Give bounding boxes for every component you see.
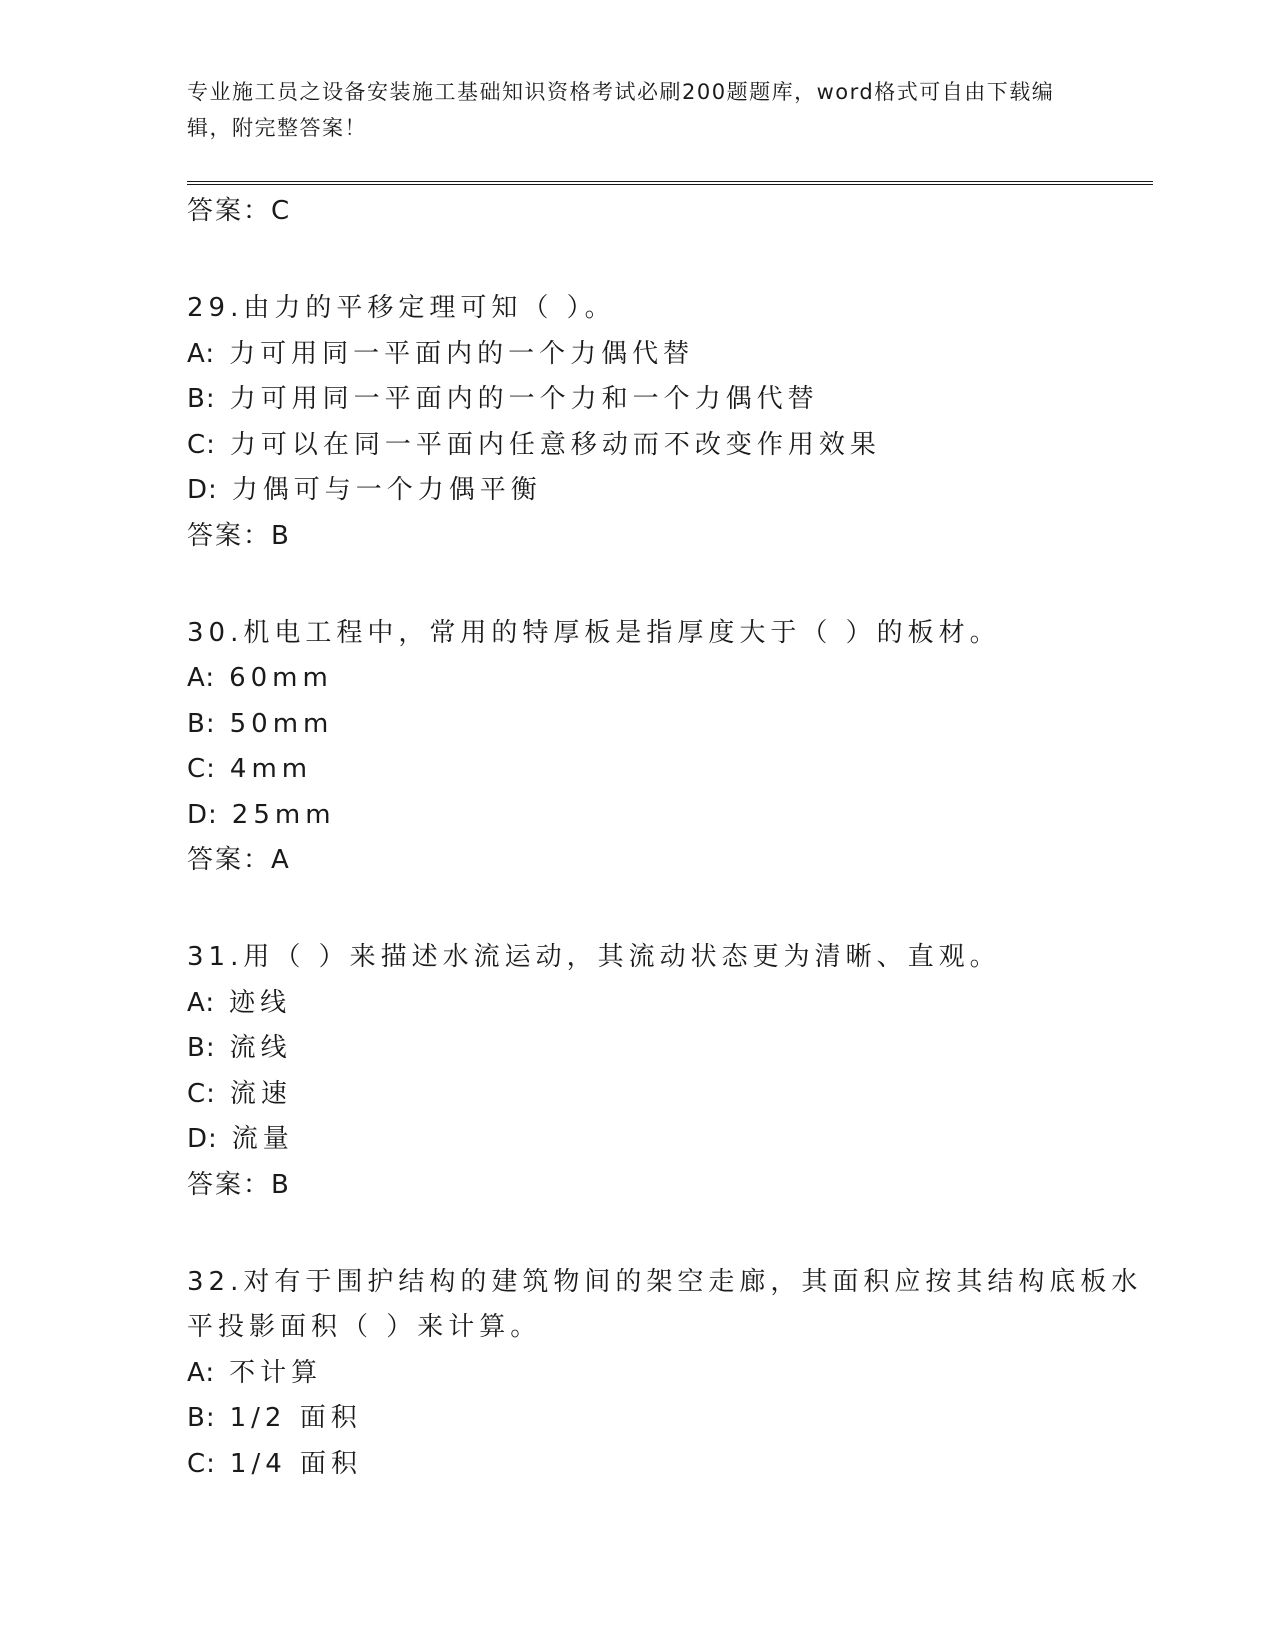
option-key: D: (187, 475, 218, 505)
option-line (187, 1072, 1157, 1118)
option-key: A: (187, 338, 216, 369)
option-text: 流线 (229, 1033, 292, 1063)
option-line (187, 1117, 1157, 1163)
option-key: C: (187, 429, 216, 460)
option-text: 不计算 (229, 1357, 323, 1388)
question-text: 31.用（ ）来描述水流运动，其流动状态更为清晰、直观。 (187, 942, 1001, 972)
option-line (187, 702, 1157, 748)
answer-line: 答案：B (187, 1169, 291, 1200)
option-key: D: (187, 1124, 218, 1154)
option-key: C: (187, 1078, 216, 1109)
question-text: 30.机电工程中，常用的特厚板是指厚度大于（ ）的板材。 (187, 617, 1001, 648)
option-line (187, 468, 1157, 514)
option-line (187, 656, 1157, 702)
document-header: 专业施工员之设备安装施工基础知识资格考试必刷200题题库，word格式可自由下载编辑，附完整答案！ (187, 80, 1055, 140)
question-block (187, 1260, 1157, 1488)
option-text: 力偶可与一个力偶平衡 (231, 475, 542, 505)
answer-line: 答案：A (187, 845, 291, 875)
answer-line: 答案：C (187, 196, 292, 226)
option-text: 流速 (229, 1078, 292, 1109)
option-text: 1/4 面积 (229, 1448, 363, 1479)
option-key: B: (187, 1403, 216, 1433)
option-line (187, 1396, 1157, 1442)
option-text: 1/2 面积 (229, 1403, 362, 1433)
question-block (187, 611, 1157, 884)
option-text: 力可用同一平面内的一个力和一个力偶代替 (229, 384, 819, 414)
option-line (187, 423, 1157, 469)
option-line (187, 747, 1157, 793)
option-text: 4mm (229, 754, 313, 784)
option-key: B: (187, 384, 216, 414)
option-text: 流量 (231, 1124, 294, 1154)
option-text: 力可用同一平面内的一个力偶代替 (229, 338, 695, 369)
option-key: B: (187, 708, 216, 739)
question-list (187, 286, 1157, 1487)
option-line (187, 332, 1157, 378)
option-text: 60mm (229, 663, 333, 693)
option-text: 50mm (229, 708, 334, 739)
question-text: 29.由力的平移定理可知（ ）。 (187, 293, 616, 323)
option-key: A: (187, 663, 216, 693)
option-text: 力可以在同一平面内任意移动而不改变作用效果 (229, 429, 881, 460)
option-text: 25mm (231, 799, 336, 830)
answer-line: 答案：B (187, 520, 291, 551)
question-text: 平投影面积（ ）来计算。 (187, 1312, 542, 1342)
option-line (187, 793, 1157, 839)
option-line (187, 1026, 1157, 1072)
option-key: A: (187, 1357, 216, 1388)
option-key: C: (187, 754, 216, 784)
option-key: C: (187, 1448, 216, 1479)
option-line (187, 1442, 1157, 1488)
option-line (187, 1351, 1157, 1397)
option-line (187, 981, 1157, 1027)
option-line (187, 377, 1157, 423)
question-block (187, 935, 1157, 1208)
option-key: B: (187, 1033, 216, 1063)
header-divider (187, 181, 1153, 185)
document-page (187, 74, 1157, 1487)
option-key: D: (187, 799, 218, 830)
question-text: 32.对有于围护结构的建筑物间的架空走廊，其面积应按其结构底板水 (187, 1266, 1143, 1297)
option-text: 迹线 (229, 987, 292, 1018)
question-block (187, 286, 1157, 559)
option-key: A: (187, 987, 216, 1018)
